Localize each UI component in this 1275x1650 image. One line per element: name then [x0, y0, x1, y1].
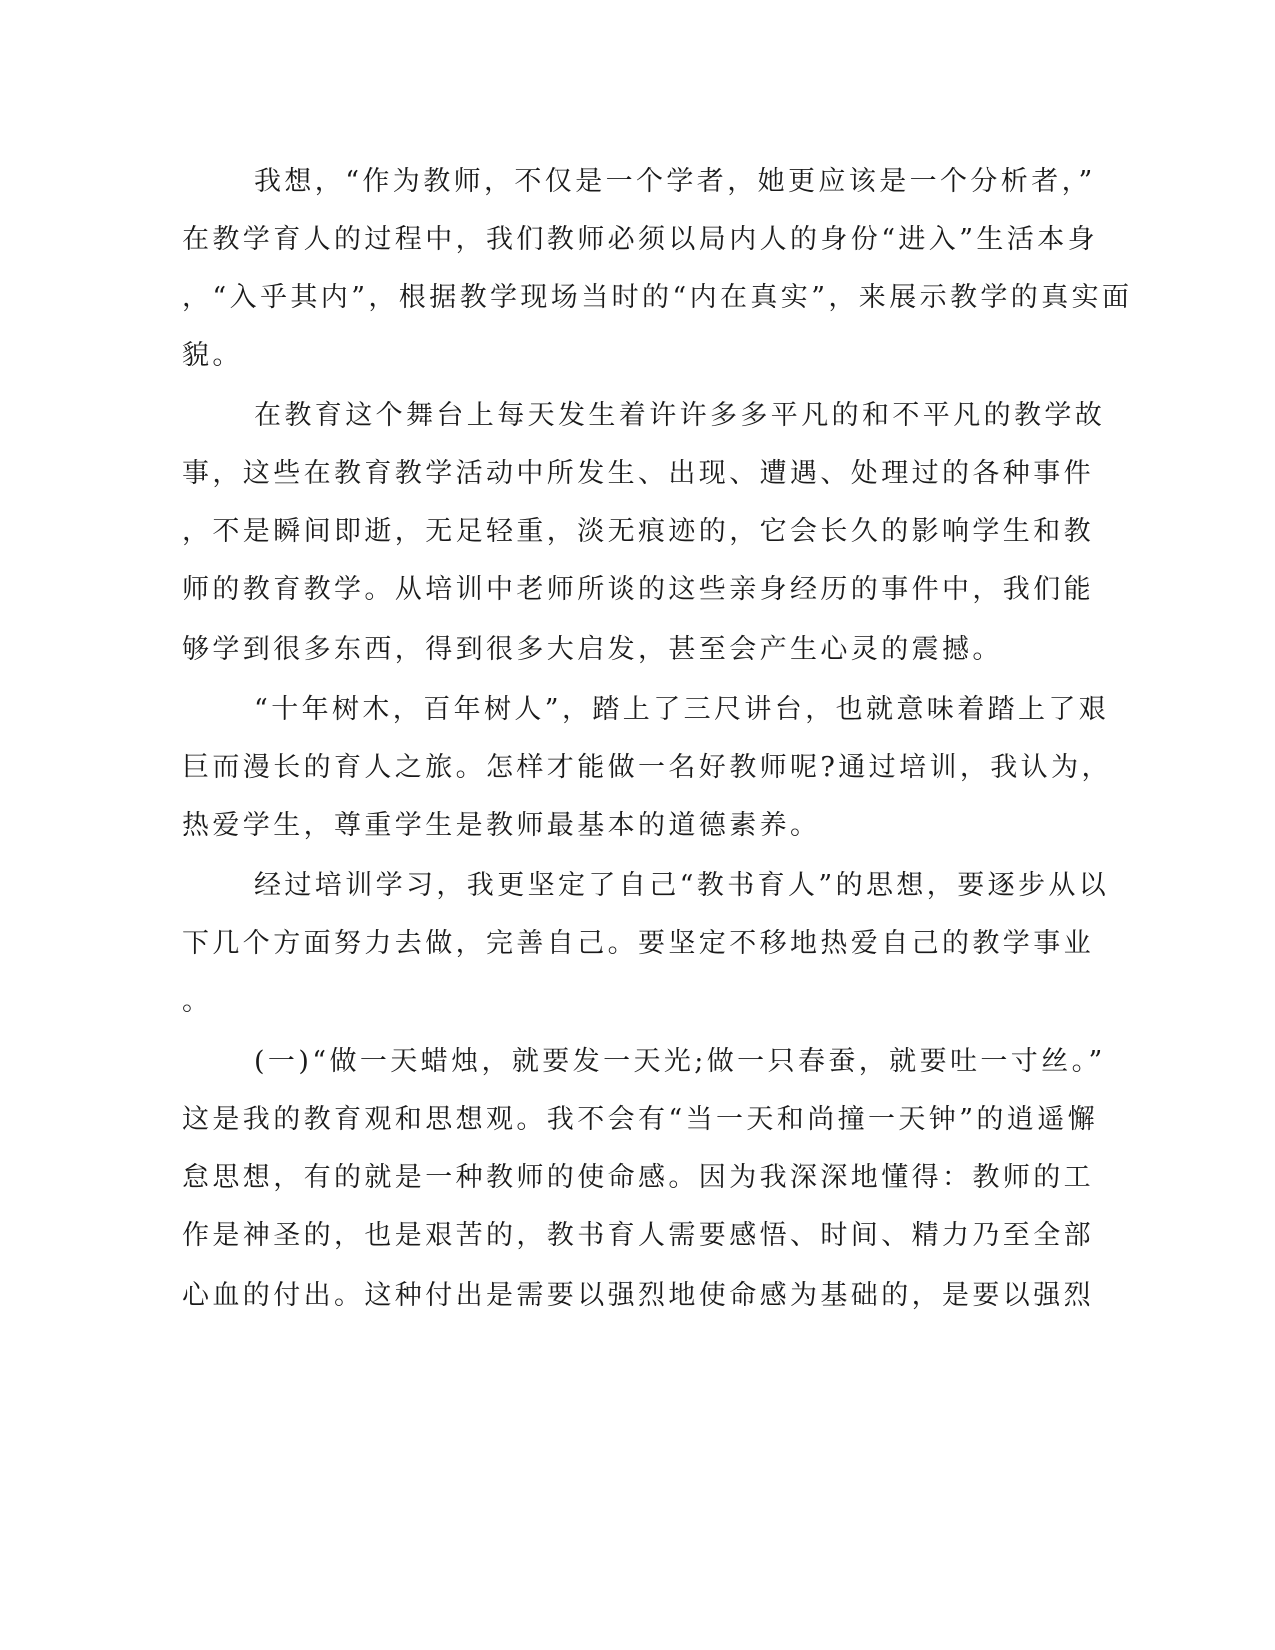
text-line: 够学到很多东西，得到很多大启发，甚至会产生心灵的震撼。 [182, 634, 1003, 665]
text-line: 经过培训学习，我更坚定了自己“教书育人”的思想，要逐步从以 [254, 870, 1110, 901]
text-line: 在教学育人的过程中，我们教师必须以局内人的身份“进入”生活本身 [182, 224, 1099, 255]
text-line: 心血的付出。这种付出是需要以强烈地使命感为基础的，是要以强烈 [182, 1280, 1094, 1311]
text-line: 我想，“作为教师，不仅是一个学者，她更应该是一个分析者，” [254, 166, 1096, 197]
text-line: (一)“做一天蜡烛，就要发一天光;做一只春蚕，就要吐一寸丝。” [254, 1046, 1106, 1077]
text-line: 师的教育教学。从培训中老师所谈的这些亲身经历的事件中，我们能 [182, 574, 1094, 605]
text-line: 事，这些在教育教学活动中所发生、出现、遭遇、处理过的各种事件 [182, 458, 1094, 489]
text-line: ，“入乎其内”，根据教学现场当时的“内在真实”，来展示教学的真实面 [182, 282, 1133, 313]
text-line: 貌。 [182, 340, 243, 371]
text-line: 。 [182, 986, 213, 1017]
text-line: 在教育这个舞台上每天发生着许许多多平凡的和不平凡的教学故 [254, 400, 1106, 431]
text-line: “十年树木，百年树人”，踏上了三尺讲台，也就意味着踏上了艰 [254, 694, 1110, 725]
text-line: 热爱学生，尊重学生是教师最基本的道德素养。 [182, 810, 821, 841]
text-line: 怠思想，有的就是一种教师的使命感。因为我深深地懂得：教师的工 [182, 1162, 1094, 1193]
text-line: 这是我的教育观和思想观。我不会有“当一天和尚撞一天钟”的逍遥懈 [182, 1104, 1099, 1135]
text-line: ，不是瞬间即逝，无足轻重，淡无痕迹的，它会长久的影响学生和教 [182, 516, 1094, 547]
text-line: 作是神圣的，也是艰苦的，教书育人需要感悟、时间、精力乃至全部 [182, 1220, 1094, 1251]
text-line: 巨而漫长的育人之旅。怎样才能做一名好教师呢?通过培训，我认为， [182, 752, 1112, 783]
text-line: 下几个方面努力去做，完善自己。要坚定不移地热爱自己的教学事业 [182, 928, 1094, 959]
